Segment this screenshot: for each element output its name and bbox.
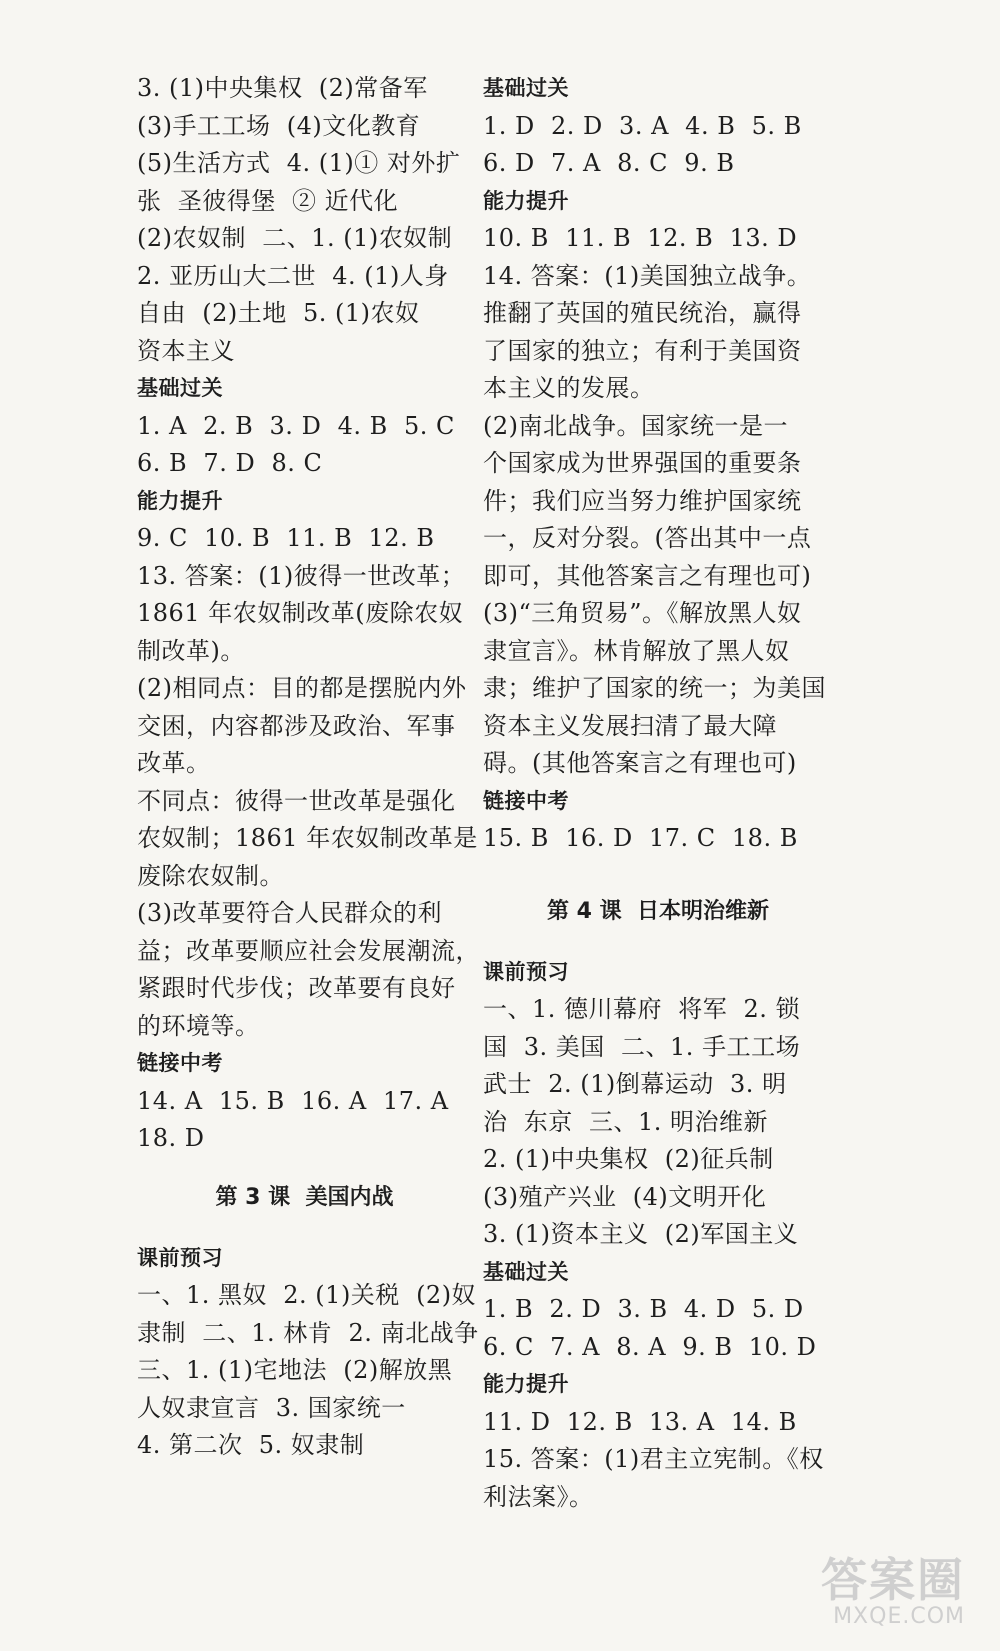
section-heading: 基础过关	[483, 1259, 569, 1284]
answer-line: (3)手工工场 (4)文化教育	[137, 111, 421, 140]
answer-line: 14. A 15. B 16. A 17. A	[137, 1086, 449, 1115]
answer-line: 改革。	[137, 749, 211, 777]
left-column	[137, 70, 480, 1465]
answer-line: (2)南北战争。国家统一是一	[483, 411, 788, 440]
answer-line: 的环境等。	[137, 1011, 260, 1040]
lesson4-block	[483, 954, 833, 1517]
answer-line: 武士 2. (1)倒幕运动 3. 明	[483, 1070, 787, 1098]
answer-line: 张 圣彼得堡 ② 近代化	[137, 186, 399, 215]
answer-line: 益；改革要顺应社会发展潮流，	[137, 936, 480, 965]
answer-line: (3)殖产兴业 (4)文明开化	[483, 1182, 767, 1211]
answer-line: 3. (1)中央集权 (2)常备军	[137, 74, 428, 102]
section-heading: 课前预习	[483, 959, 569, 984]
section-heading: 能力提升	[137, 488, 223, 513]
answer-line: 14. 答案：(1)美国独立战争。	[483, 261, 812, 290]
answer-line: 个国家成为世界强国的重要条	[483, 449, 802, 477]
answer-line: 不同点：彼得一世改革是强化	[137, 786, 456, 815]
answer-line: 1. A 2. B 3. D 4. B 5. C	[137, 411, 455, 440]
answer-line: (3)“三角贸易”。《解放黑人奴	[483, 599, 802, 627]
answer-line: (3)改革要符合人民群众的利	[137, 899, 442, 927]
answer-line: 2. (1)中央集权 (2)征兵制	[483, 1145, 774, 1173]
answer-line: 9. C 10. B 11. B 12. B	[137, 524, 435, 552]
answer-line: 一、1. 德川幕府 将军 2. 锁	[483, 995, 801, 1023]
answer-line: 1861 年农奴制改革(废除农奴	[137, 599, 464, 627]
answer-line: 10. B 11. B 12. B 13. D	[483, 224, 798, 252]
answer-line: 2. 亚历山大二世 4. (1)人身	[137, 261, 449, 290]
answer-line: 隶；维护了国家的统一；为美国	[483, 674, 826, 702]
section-heading: 课前预习	[137, 1245, 223, 1270]
lesson3-title: 第 3 课 美国内战	[215, 1184, 394, 1210]
answer-line: 18. D	[137, 1124, 205, 1152]
section-heading: 基础过关	[483, 76, 569, 100]
answer-line: 人奴隶宣言 3. 国家统一	[137, 1393, 406, 1422]
section-heading: 链接中考	[137, 1051, 223, 1075]
answer-line: 6. B 7. D 8. C	[137, 449, 323, 477]
answer-line: 15. B 16. D 17. C 18. B	[483, 824, 798, 852]
answer-line: 治 东京 三、1. 明治维新	[483, 1107, 769, 1136]
answer-line: 自由 (2)土地 5. (1)农奴	[137, 299, 420, 327]
watermark-logo: 答案圈	[821, 1553, 965, 1607]
answer-line: 隶制 二、1. 林肯 2. 南北战争	[137, 1318, 479, 1347]
right-column	[483, 70, 833, 1516]
answer-line: 6. D 7. A 8. C 9. B	[483, 149, 735, 177]
answer-line: 本主义的发展。	[483, 374, 655, 402]
answer-line: 件；我们应当努力维护国家统	[483, 486, 802, 515]
answer-line: 隶宣言》。林肯解放了黑人奴	[483, 636, 790, 665]
answer-line: 三、1. (1)宅地法 (2)解放黑	[137, 1356, 453, 1384]
answer-line: 3. (1)资本主义 (2)军国主义	[483, 1220, 799, 1248]
answer-line: 一、1. 黑奴 2. (1)关税 (2)奴	[137, 1281, 477, 1309]
answer-line: 紧跟时代步伐；改革要有良好	[137, 974, 456, 1002]
answer-line: (2)农奴制 二、1. (1)农奴制	[137, 224, 453, 252]
answer-line: 废除农奴制。	[137, 861, 284, 890]
answer-line: 了国家的独立；有利于美国资	[483, 336, 802, 365]
answer-line: 6. C 7. A 8. A 9. B 10. D	[483, 1332, 817, 1361]
answer-line: 资本主义	[137, 336, 235, 365]
answer-line: 1. B 2. D 3. B 4. D 5. D	[483, 1295, 804, 1323]
answer-line: 制改革)。	[137, 636, 245, 665]
section-heading: 能力提升	[483, 1372, 569, 1396]
answer-line: (2)相同点：目的都是摆脱内外	[137, 674, 467, 702]
answer-line: 4. 第二次 5. 奴隶制	[137, 1431, 365, 1459]
section-heading: 链接中考	[483, 788, 569, 813]
answer-line: 农奴制；1861 年农奴制改革是	[137, 824, 478, 852]
right-answer-block	[483, 70, 833, 858]
answer-line: 推翻了英国的殖民统治，赢得	[483, 299, 802, 327]
answer-line: (5)生活方式 4. (1)① 对外扩	[137, 149, 461, 177]
answer-line: 交困，内容都涉及政治、军事	[137, 711, 456, 740]
watermark-url: MXQE.COM	[833, 1604, 965, 1629]
answer-line: 13. 答案：(1)彼得一世改革；	[137, 561, 466, 590]
watermark	[821, 1544, 965, 1629]
answer-line: 国 3. 美国 二、1. 手工工场	[483, 1032, 801, 1061]
answer-line: 15. 答案：(1)君主立宪制。《权	[483, 1445, 824, 1473]
lesson3-block	[137, 1240, 479, 1465]
answer-line: 1. D 2. D 3. A 4. B 5. B	[483, 111, 802, 140]
answer-line: 利法案》。	[483, 1482, 594, 1511]
section-heading: 能力提升	[483, 188, 569, 213]
answer-line: 11. D 12. B 13. A 14. B	[483, 1407, 797, 1436]
answer-line: 即可，其他答案言之有理也可)	[483, 561, 812, 590]
left-answer-block	[137, 70, 480, 1158]
section-heading: 基础过关	[137, 376, 223, 400]
lesson4-title: 第 4 课 日本明治维新	[547, 898, 769, 924]
answer-line: 碍。(其他答案言之有理也可)	[483, 749, 797, 777]
answer-line: 一，反对分裂。(答出其中一点	[483, 524, 812, 552]
answer-line: 资本主义发展扫清了最大障	[483, 711, 777, 740]
